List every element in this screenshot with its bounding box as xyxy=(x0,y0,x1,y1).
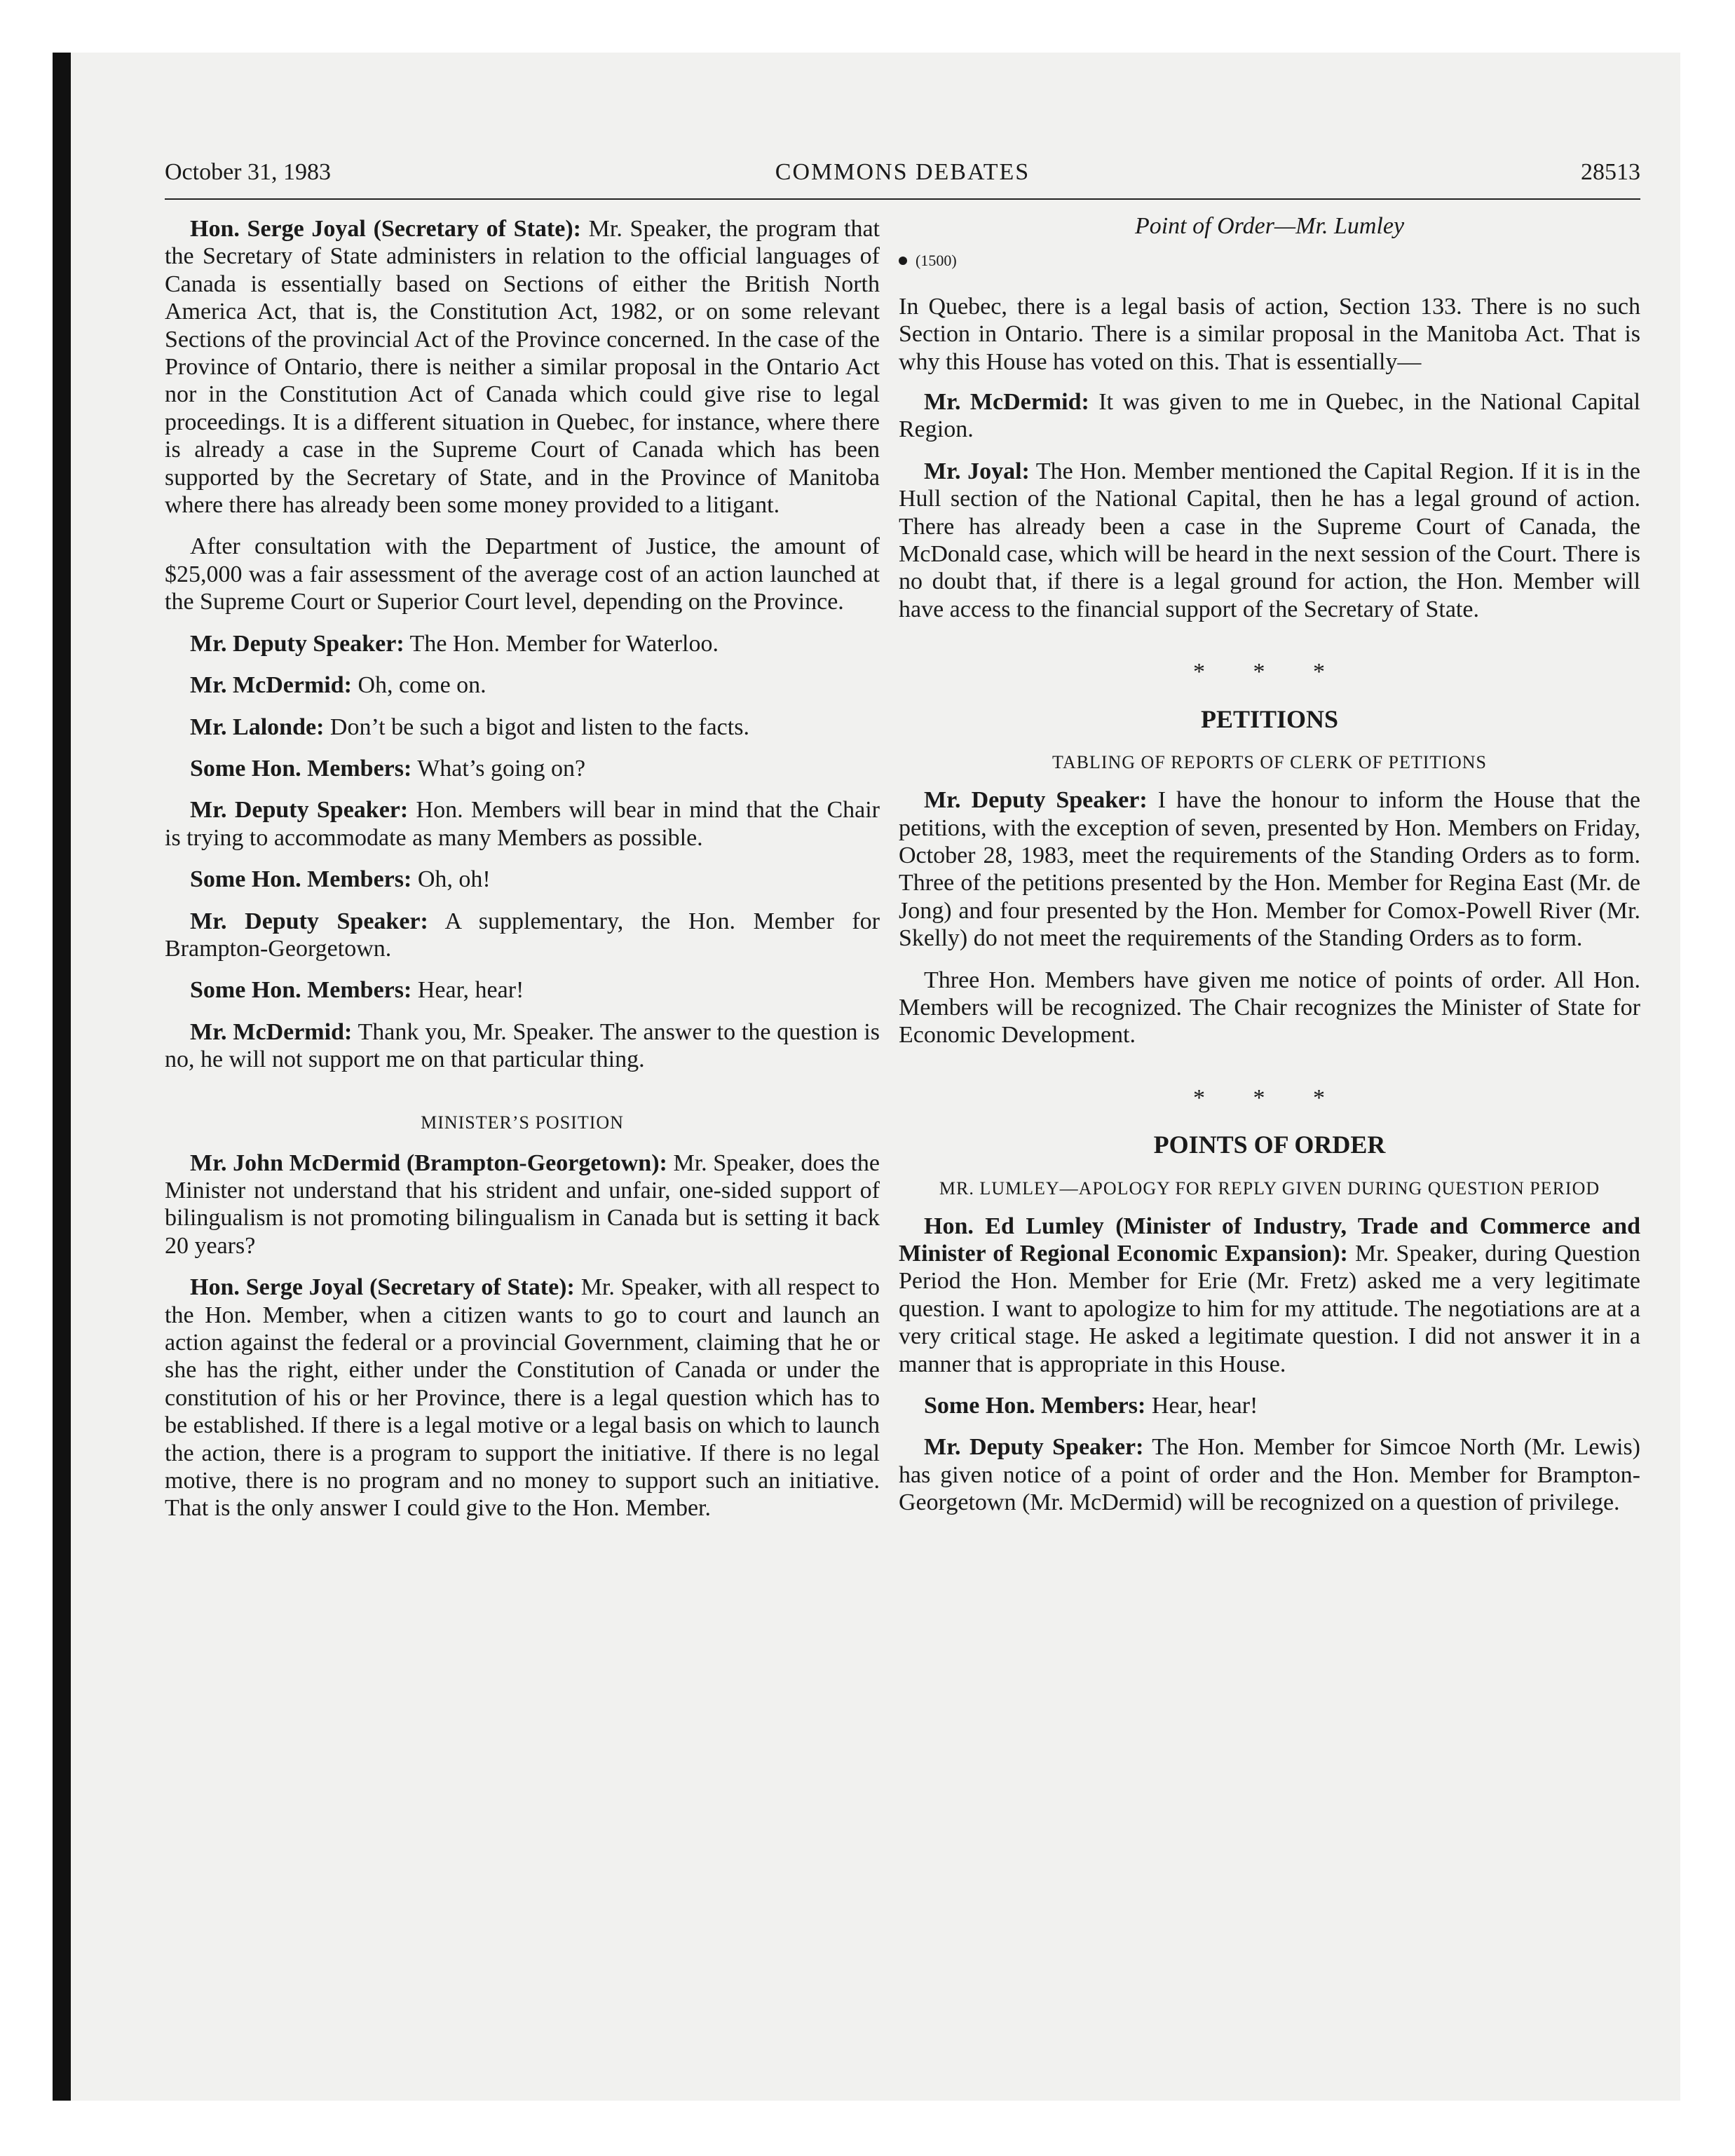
paragraph xyxy=(165,1018,880,1074)
section-heading: POINTS OF ORDER xyxy=(1153,1131,1386,1159)
paragraph xyxy=(899,388,1640,444)
paragraph xyxy=(899,458,1640,623)
section-subheading: MINISTER’S POSITION xyxy=(421,1112,624,1133)
speech-text: Oh, oh! xyxy=(411,866,491,893)
section-subheading: TABLING OF REPORTS OF CLERK OF PETITIONS xyxy=(1052,752,1487,773)
speech-text: Mr. Speaker, does the Minister not understand that his strident and unfair, one-sided support of bilingualism is not promoting bilingualism in Canada but is setting it back 20 years? xyxy=(165,1149,880,1259)
speech-text: The Hon. Member mentioned the Capital Region. If it is in the Hull section of the National Capital, then he has a legal ground of action. There has already been a case in the Supreme Court of Canada, the McDonald case, which will be heard in the next session of the Court. There is no doubt that, if there is a legal ground for action, the Hon. Member will have access to the financial support of the Secretary of State. xyxy=(899,458,1640,622)
paragraph xyxy=(899,293,1640,376)
bullet-icon xyxy=(899,257,907,265)
paragraph xyxy=(899,1392,1640,1419)
speech-text: Hon. Members will bear in mind that the Chair is trying to accommodate as many Members as possible. xyxy=(165,797,880,851)
page-header xyxy=(165,159,1640,200)
binding-edge xyxy=(53,53,71,2101)
paragraph xyxy=(899,1433,1640,1516)
speech-text: Mr. Speaker, with all respect to the Hon. Member, when a citizen wants to go to court and launch an action against the federal or a provincial Government, claiming that he or she has the right, either under the Constitution of Canada or under the constitution of his or her Province, there is a legal question which has to be established. If there is a legal motive or a legal basis on which to launch the action, there is a program to support the initiative. If there is no legal motive, there is no program and no money to support such an initiative. That is the only answer I could give to the Hon. Member. xyxy=(165,1274,880,1522)
speech-text: Oh, come on. xyxy=(351,672,487,699)
paragraph xyxy=(165,908,880,963)
speech-text: Hear, hear! xyxy=(1145,1393,1258,1419)
speaker-name: Some Hon. Members: xyxy=(190,755,412,782)
paragraph xyxy=(899,967,1640,1049)
speech-text: Don’t be such a bigot and listen to the facts. xyxy=(324,714,749,740)
speaker-name: Mr. McDermid: xyxy=(924,389,1089,416)
paragraph xyxy=(899,1213,1640,1378)
paragraph xyxy=(165,1274,880,1522)
scanned-page xyxy=(53,53,1680,2101)
time-marker-text: (1500) xyxy=(916,252,957,270)
running-head: Point of Order—Mr. Lumley xyxy=(1134,213,1405,239)
speech-text: Three Hon. Members have given me notice of points of order. All Hon. Members will be recognized. The Chair recognizes the Minister of State for Economic Development. xyxy=(899,967,1640,1049)
speech-text: A supplementary, the Hon. Member for Brampton-Georgetown. xyxy=(165,908,880,962)
speech-text: I have the honour to inform the House that the petitions, with the exception of seven, presented by Hon. Members on Friday, October 28, 1983, meet the requirements of the Standing Orders as to form. Three of the petitions presented by the Hon. Member for Regina East (Mr. de Jong) and four presented by the Hon. Member for Comox-Powell River (Mr. Skelly) do not meet the requirements of the Standing Orders as to form. xyxy=(899,787,1641,952)
speaker-name: Mr. McDermid: xyxy=(190,1018,353,1045)
speech-text: The Hon. Member for Waterloo. xyxy=(404,630,719,657)
right-column xyxy=(899,212,1640,1531)
paragraph xyxy=(165,630,880,657)
left-column xyxy=(165,215,880,1536)
speech-text: Thank you, Mr. Speaker. The answer to the question is no, he will not support me on that particular thing. xyxy=(165,1018,880,1073)
speaker-name: Some Hon. Members: xyxy=(924,1393,1146,1419)
section-separator: * * * xyxy=(1193,659,1346,685)
section-heading: PETITIONS xyxy=(1200,704,1339,733)
paragraph xyxy=(165,796,880,852)
speaker-name: Mr. Lalonde: xyxy=(190,714,325,740)
speaker-name: Hon. Ed Lumley (Minister of Industry, Trade and Commerce and Minister of Regional Economic Expansion): xyxy=(899,1213,1640,1267)
paragraph xyxy=(165,1149,880,1260)
paragraph xyxy=(165,976,880,1004)
header-date: October 31, 1983 xyxy=(165,159,332,185)
speech-text: Hear, hear! xyxy=(411,977,524,1004)
speaker-name: Mr. John McDermid (Brampton-Georgetown): xyxy=(190,1149,667,1176)
speech-text: What’s going on? xyxy=(411,755,586,782)
time-marker xyxy=(899,247,1640,274)
speaker-name: Hon. Serge Joyal (Secretary of State): xyxy=(190,1274,575,1301)
speaker-name: Mr. McDermid: xyxy=(190,672,352,699)
speech-text: Mr. Speaker, during Question Period the Hon. Member for Erie (Mr. Fretz) asked me a very legitimate question. I want to apologize to him for my attitude. The negotiations are at a very critical stage. He asked a legitimate question. I did not answer it in a manner that is appropriate in this House. xyxy=(899,1240,1640,1377)
hansard-page xyxy=(53,53,1680,2101)
paragraph xyxy=(165,755,880,782)
section-separator: * * * xyxy=(1193,1084,1346,1111)
speech-text: The Hon. Member for Simcoe North (Mr. Lewis) has given notice of a point of order and the Hon. Member for Brampton-Georgetown (Mr. McDermid) will be recognized on a question of privilege. xyxy=(899,1434,1640,1516)
paragraph xyxy=(165,671,880,699)
speaker-name: Mr. Deputy Speaker: xyxy=(190,630,404,657)
speaker-name: Mr. Deputy Speaker: xyxy=(190,797,409,824)
paragraph xyxy=(165,215,880,519)
speaker-name: Some Hon. Members: xyxy=(190,866,412,893)
speaker-name: Mr. Deputy Speaker: xyxy=(924,787,1148,814)
section-subheading: MR. LUMLEY—APOLOGY FOR REPLY GIVEN DURING QUESTION PERIOD xyxy=(939,1178,1600,1199)
paragraph xyxy=(165,533,880,615)
speech-text: In Quebec, there is a legal basis of action, Section 133. There is no such Section in Ontario. There is a similar proposal in the Manitoba Act. That is why this House has voted on this. That is essentially— xyxy=(899,293,1640,375)
paragraph xyxy=(165,866,880,893)
speaker-name: Hon. Serge Joyal (Secretary of State): xyxy=(190,216,581,242)
speaker-name: Mr. Deputy Speaker: xyxy=(924,1434,1144,1461)
paragraph xyxy=(165,714,880,741)
paragraph xyxy=(899,786,1640,952)
speech-text: Mr. Speaker, the program that the Secretary of State administers in relation to the official languages of Canada is essentially based on Sections of either the British North America Act, that is, the Constitution Act, 1982, or on some relevant Sections of the provincial Act of the Province concerned. In the case of the Province of Ontario, there is neither a similar proposal in the Ontario Act nor in the Constitution Act of Canada which could give rise to legal proceedings. It is a different situation in Quebec, for instance, where there is already a case in the Supreme Court of Canada which has been supported by the Secretary of State, and in the Province of Manitoba where there has already been some money provided to a litigant. xyxy=(165,216,880,519)
speaker-name: Mr. Joyal: xyxy=(924,458,1030,484)
speaker-name: Some Hon. Members: xyxy=(190,977,412,1004)
speech-text: After consultation with the Department of Justice, the amount of $25,000 was a fair assessment of the average cost of an action launched at the Supreme Court or Superior Court level, depending on the Province. xyxy=(165,533,880,615)
speaker-name: Mr. Deputy Speaker: xyxy=(190,908,428,934)
header-page-number: 28513 xyxy=(1581,159,1640,185)
header-title: COMMONS DEBATES xyxy=(775,159,1030,185)
speech-text: It was given to me in Quebec, in the National Capital Region. xyxy=(899,389,1640,443)
